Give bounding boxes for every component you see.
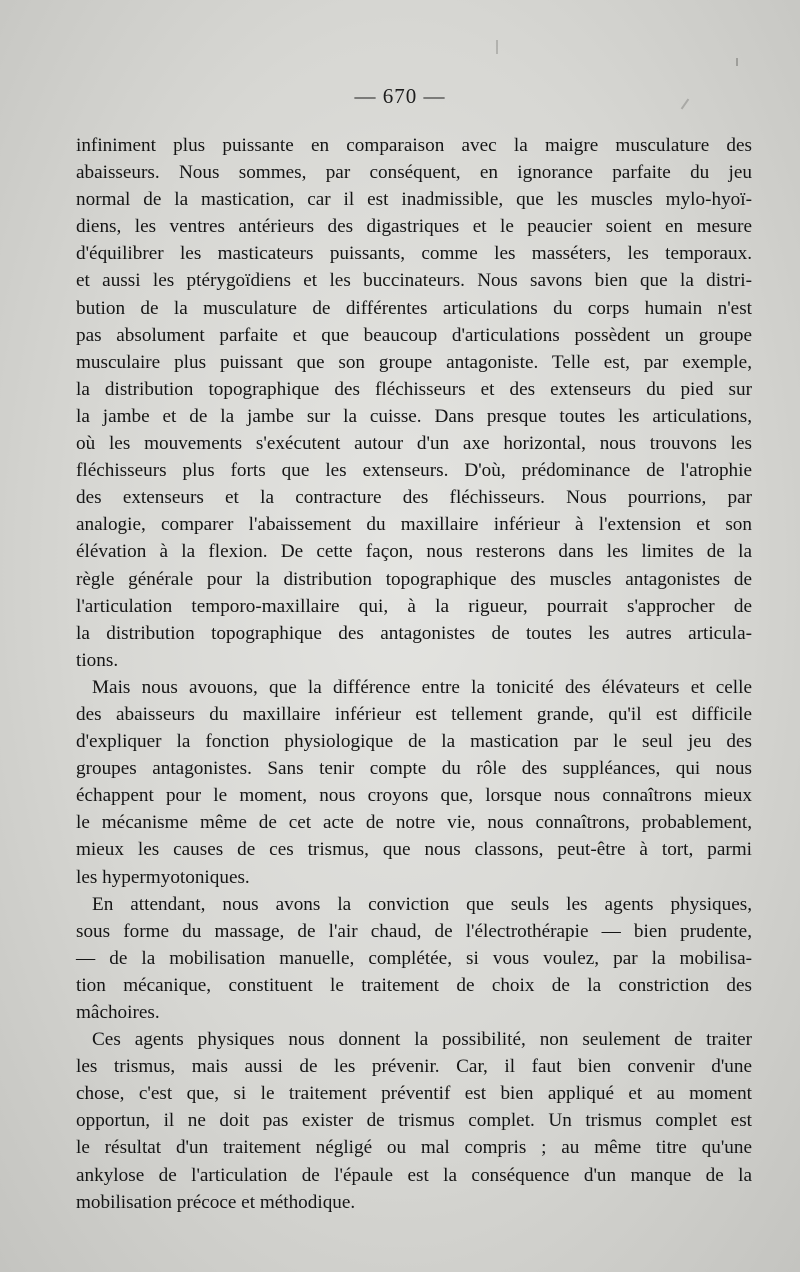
text-line: En attendant, nous avons la conviction que seuls les agents physiques, [92,893,752,915]
page-number: — 670 — [354,84,446,108]
text-line: la jambe et de la jambe sur la cuisse. Dans presque toutes les articulations, [76,405,752,427]
text-line: des abaisseurs du maxillaire inférieur est tellement grande, qu'il est difficile [76,703,752,725]
text-line: infiniment plus puissante en comparaison avec la maigre musculature des [76,135,752,156]
text-line: d'équilibrer les masticateurs puissants, comme les masséters, les temporaux. [76,243,752,265]
text-line: — de la mobilisation manuelle, complétée, si vous voulez, par la mobilisa- [76,947,752,969]
text-line: tions. [76,649,119,671]
text-line: la distribution topographique des antagonistes de toutes les autres articula- [76,622,752,644]
text-line: Ces agents physiques nous donnent la possibilité, non seulement de traiter [92,1029,752,1051]
text-line: fléchisseurs plus forts que les extenseurs. D'où, prédominance de l'atrophie [76,460,752,482]
text-line: des extenseurs et la contracture des fléchisseurs. Nous pourrions, par [76,487,752,509]
text-line: chose, c'est que, si le traitement préventif est bien appliqué et au moment [76,1083,752,1105]
text-line: analogie, comparer l'abaissement du maxillaire inférieur à l'extension et son [76,514,752,536]
text-line: échappent pour le moment, nous croyons que, lorsque nous connaîtrons mieux [76,785,752,807]
text-line: normal de la mastication, car il est inadmissible, que les muscles mylo-hyoï- [76,189,752,211]
text-line: élévation à la flexion. De cette façon, nous resterons dans les limites de la [76,541,752,563]
text-line: ankylose de l'articulation de l'épaule est la conséquence d'un manque de la [76,1164,752,1186]
text-line: Mais nous avouons, que la différence entre la tonicité des élévateurs et celle [92,676,752,698]
text-line: abaisseurs. Nous sommes, par conséquent, en ignorance parfaite du jeu [76,162,752,184]
text-line: d'expliquer la fonction physiologique de la mastication par le seul jeu des [76,731,752,753]
scan-speck [736,58,738,66]
text-line: opportun, il ne doit pas exister de trismus complet. Un trismus complet est [76,1110,752,1132]
text-line: le mécanisme même de cet acte de notre vie, nous connaîtrons, probablement, [76,812,752,834]
text-line: pas absolument parfaite et que beaucoup d'articulations possèdent un groupe [76,324,752,346]
text-line: les trismus, mais aussi de les prévenir. Car, il faut bien convenir d'une [76,1056,752,1078]
text-line: mieux les causes de ces trismus, que nous classons, peut-être à tort, parmi [76,839,752,861]
text-line: mobilisation précoce et méthodique. [76,1191,356,1213]
text-line: la distribution topographique des fléchisseurs et des extenseurs du pied sur [76,378,752,400]
text-line: les hypermyotoniques. [76,866,250,888]
text-line: mâchoires. [76,1002,160,1023]
text-line: le résultat d'un traitement négligé ou mal compris ; au même titre qu'une [76,1137,752,1159]
text-line: l'articulation temporo-maxillaire qui, à la rigueur, pourrait s'approcher de [76,595,752,617]
scan-speck [496,40,498,54]
text-line: bution de la musculature de différentes articulations du corps humain n'est [76,297,752,319]
body-text [76,132,752,1216]
text-line: sous forme du massage, de l'air chaud, de l'électrothérapie — bien prudente, [76,920,752,942]
text-line: diens, les ventres antérieurs des digastriques et le peaucier soient en mesure [76,216,752,238]
text-line: règle générale pour la distribution topographique des muscles antagonistes de [76,568,752,590]
text-line: tion mécanique, constituent le traitement de choix de la constriction des [76,974,752,996]
text-line: groupes antagonistes. Sans tenir compte du rôle des suppléances, qui nous [76,758,752,780]
text-line: musculaire plus puissant que son groupe antagoniste. Telle est, par exemple, [76,351,752,373]
text-line: et aussi les ptérygoïdiens et les buccinateurs. Nous savons bien que la distri- [76,270,752,292]
text-line: où les mouvements s'exécutent autour d'un axe horizontal, nous trouvons les [76,433,752,455]
